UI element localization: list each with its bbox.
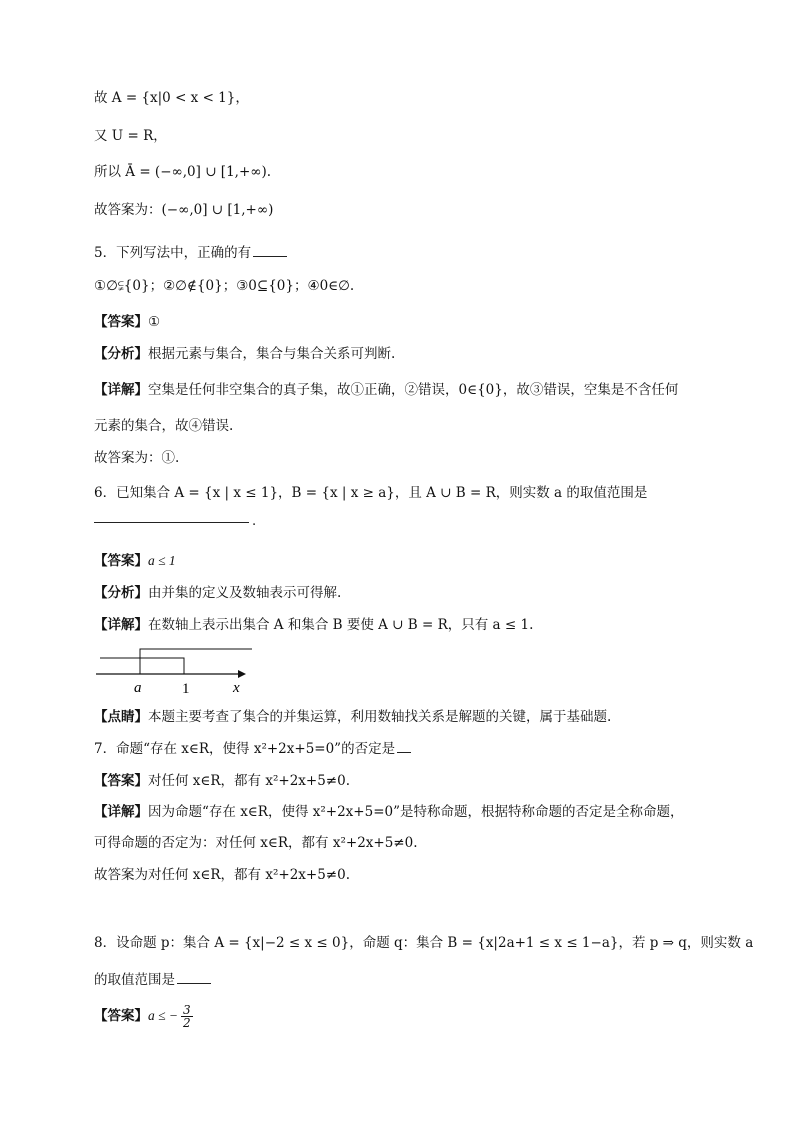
explanation-tag: 【详解】 [94, 617, 148, 633]
answer-line: 【答案】① [94, 314, 161, 330]
answer-blank [94, 522, 249, 523]
answer-tag: 【答案】 [94, 773, 148, 789]
question-8: 8．设命题 p：集合 A = {x|−2 ≤ x ≤ 0}，命题 q：集合 B = {x|2a+1 ≤ x ≤ 1−a}，若 p ⇒ q，则实数 a [94, 935, 754, 951]
text-line: 故答案为：(−∞,0] ∪ [1,+∞) [94, 202, 274, 218]
text-line: 可得命题的否定为：对任何 x∈R，都有 x²+2x+5≠0. [94, 835, 418, 851]
fraction: $\frac{3}{2}$ [183, 1003, 191, 1030]
label-a: a [134, 680, 142, 696]
analysis-tag: 【分析】 [94, 585, 148, 601]
answer-blank [397, 740, 411, 753]
text-line: 元素的集合，故④错误. [94, 418, 234, 434]
answer-tag: 【答案】 [94, 553, 148, 569]
explanation-tag: 【详解】 [94, 382, 148, 398]
label-x: x [233, 680, 240, 696]
analysis-tag: 【分析】 [94, 346, 148, 362]
question-6: 6．已知集合 A = {x | x ≤ 1}，B = {x | x ≥ a}，且 A ∪ B = R，则实数 a 的取值范围是 [94, 485, 648, 501]
answer-line: 【答案】a ≤ 1 [94, 553, 176, 569]
explanation-line: 【详解】因为命题“存在 x∈R，使得 x²+2x+5=0”是特称命题，根据特称命题的否定是全称命题， [94, 804, 684, 820]
remark-tag: 【点睛】 [94, 709, 148, 725]
text-line: 故 A = {x|0 < x < 1}， [94, 90, 249, 106]
question-7: 7．命题“存在 x∈R，使得 x²+2x+5=0”的否定是 [94, 739, 411, 759]
analysis-line: 【分析】由并集的定义及数轴表示可得解. [94, 585, 342, 601]
text-line: ①∅⫋{0}；②∅∉{0}；③0⊆{0}；④0∈∅. [94, 278, 355, 294]
answer-tag: 【答案】 [94, 1008, 148, 1024]
text-line: 又 U = R， [94, 128, 167, 144]
set-b-line [140, 649, 252, 674]
answer-blank [253, 244, 287, 257]
set-a-line [100, 658, 184, 674]
axis-arrow [238, 670, 246, 678]
analysis-line: 【分析】根据元素与集合，集合与集合关系可判断. [94, 346, 396, 362]
explanation-line: 【详解】在数轴上表示出集合 A 和集合 B 要使 A ∪ B = R，只有 a ≤ 1. [94, 617, 534, 633]
explanation-line: 【详解】空集是任何非空集合的真子集，故①正确，②错误，0∈{0}，故③错误，空集是不含任何 [94, 382, 679, 398]
explanation-tag: 【详解】 [94, 804, 148, 820]
answer-tag: 【答案】 [94, 314, 148, 330]
text-line: 的取值范围是 [94, 970, 211, 990]
text-line: 所以 Ā = (−∞,0] ∪ [1,+∞). [94, 164, 272, 180]
question-5: 5．下列写法中，正确的有 [94, 243, 287, 263]
number-line-diagram [94, 644, 254, 696]
label-1: 1 [182, 681, 190, 696]
text-line: 故答案为对任何 x∈R，都有 x²+2x+5≠0. [94, 867, 350, 883]
answer-blank [177, 971, 211, 984]
answer-line: 【答案】对任何 x∈R，都有 x²+2x+5≠0. [94, 773, 350, 789]
text-line: 故答案为：①. [94, 450, 180, 466]
answer-line: 【答案】a ≤ − $\frac{3}{2}$ [94, 1003, 191, 1030]
blank-period: . [252, 514, 257, 529]
remark-line: 【点睛】本题主要考查了集合的并集运算，利用数轴找关系是解题的关键，属于基础题. [94, 709, 612, 725]
